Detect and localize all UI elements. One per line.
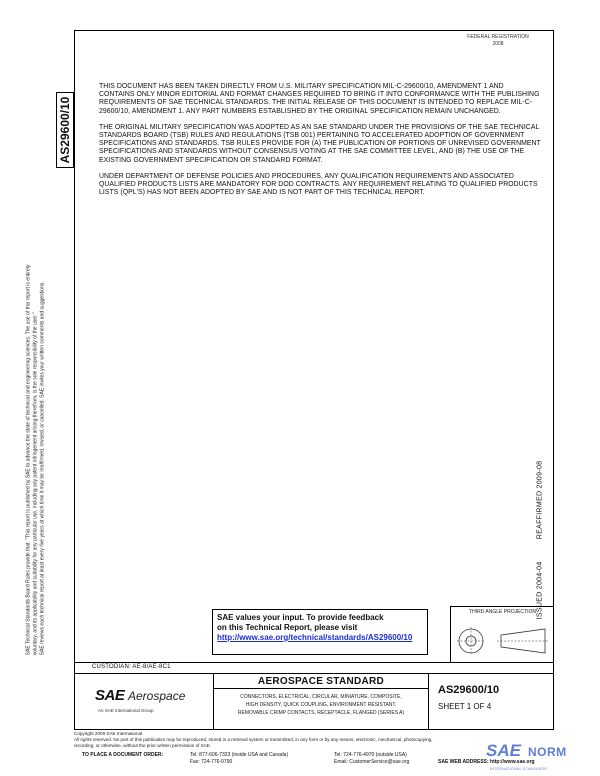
- copyright-line1: Copyright 2009 SAE International: [74, 731, 143, 736]
- aerospace-logo-text: Aerospace: [128, 689, 186, 703]
- body-paragraph-3: UNDER DEPARTMENT OF DEFENSE POLICIES AND PROCEDURES, ANY QUALIFICATION REQUIREMENTS AND ASSOCIATED QUALIFIED PRODUCTS LISTS ARE MANDATORY FOR DOD CONTRACTS. ANY REQUIREMENT RELATING TO QUALIFIED PRODUCTS LISTS (QPL'S) HAS NOT BEEN ADOPTED BY SAE AND IS NOT PART OF THIS TECHNICAL REPORT.: [99, 172, 538, 197]
- side-legal-line2: voluntary, and its applicability and suitability for any particular use, including any patent infringement arising therefrom, is the sole responsibility of the user.": [32, 312, 39, 656]
- standard-desc-line3: REMOVABLE CRIMP CONTACTS, RECEPTACLE, FLANGED (SERIES A): [237, 710, 405, 716]
- order-tel-inside: Tel: 877-606-7323 (inside USA and Canada): [190, 752, 289, 758]
- order-email[interactable]: Email: CustomerService@sae.org: [334, 759, 410, 765]
- watermark-norm: NORM: [528, 745, 567, 759]
- logo-subtitle: An SAE International Group: [98, 708, 154, 713]
- standard-desc-line2: HIGH DENSITY, QUICK COUPLING, ENVIRONMENT RESISTANT,: [245, 702, 397, 708]
- copyright-line2: All rights reserved. No part of this publication may be reproduced, stored in a retrieval system or transmitted, in any form or by any means, electronic, mechanical, photocopying,: [74, 737, 433, 742]
- document-body: [99, 83, 541, 205]
- projection-box: [450, 606, 554, 662]
- third-angle-projection-icon: [457, 623, 549, 659]
- federal-registration-stamp: [450, 34, 546, 48]
- document-number: AS29600/10: [438, 684, 500, 696]
- fedreg-line2: 2008: [492, 41, 504, 47]
- sheet-number: SHEET 1 OF 4: [438, 702, 492, 711]
- projection-label: THIRD ANGLE PROJECTION: [469, 609, 536, 615]
- sae-logo: SAE: [95, 687, 125, 704]
- standard-description: [216, 693, 426, 717]
- issued-reaffirmed-dates: [537, 451, 544, 630]
- custodian-label: CUSTODIAN: AE-8/AE-8C1: [92, 664, 171, 670]
- side-document-number: AS29600/10: [58, 96, 72, 164]
- side-legal-line1: SAE Technical Standards Board Rules provide that: "This report is published by SAE to advance the state of technical and engineering sciences. The use of this report is entirely: [25, 264, 32, 656]
- order-label: TO PLACE A DOCUMENT ORDER:: [82, 752, 164, 758]
- sae-web-address[interactable]: SAE WEB ADDRESS: http://www.sae.org: [438, 759, 535, 765]
- feedback-line2: on this Technical Report, please visit: [217, 623, 358, 632]
- feedback-link[interactable]: http://www.sae.org/technical/standards/AS29600/10: [217, 633, 413, 642]
- issued-date: ISSUED 2004-04: [536, 561, 544, 620]
- side-legal-line3: SAE reviews each technical report at least every five years at which time it may be reaffirmed, revised, or cancelled. SAE invites your written comments and suggestions.: [39, 281, 46, 656]
- standard-desc-line1: CONNECTORS, ELECTRICAL, CIRCULAR, MINIATURE, COMPOSITE,: [240, 694, 402, 700]
- body-paragraph-1: THIS DOCUMENT HAS BEEN TAKEN DIRECTLY FROM U.S. MILITARY SPECIFICATION MIL-C-29600/10, AMENDMENT 1 AND CONTAINS ONLY MINOR EDITORIAL AND FORMAT CHANGES REQUIRED TO BRING IT INTO CONFORMANCE WITH THE PUBLISHING REQUIREMENTS OF SAE TECHNICAL STANDARDS. THE INITIAL RELEASE OF THIS DOCUMENT IS INTENDED TO REPLACE MIL-C-29600/10, AMENDMENT 1. ANY PART NUMBERS ESTABLISHED BY THE ORIGINAL SPECIFICATION REMAIN UNCHANGED.: [99, 83, 540, 115]
- standard-title: AEROSPACE STANDARD: [214, 675, 428, 689]
- reaffirmed-date: REAFFIRMED 2009-08: [536, 460, 544, 540]
- body-paragraph-2: THE ORIGINAL MILITARY SPECIFICATION WAS ADOPTED AS AN SAE STANDARD UNDER THE PROVISIONS OF THE SAE TECHNICAL STANDARDS BOARD (TSB) RULES AND REGULATIONS (TSB 001) PERTAINING TO ACCELERATED ADOPTION OF GOVERNMENT SPECIFICATIONS AND STANDARDS. TSB RULES PROVIDE FOR (A) THE PUBLICATION OF PORTIONS OF UNREVISED GOVERNMENT SPECIFICATIONS AND STANDARDS WITHOUT CONSENSUS VOTING AT THE SAE COMMITTEE LEVEL, AND (B) THE USE OF THE EXISTING GOVERNMENT SPECIFICATION OR STANDARD FORMAT.: [99, 123, 541, 164]
- order-fax: Fax: 724-776-0790: [190, 759, 233, 765]
- fedreg-line1: FEDERAL REGISTRATION: [467, 34, 529, 40]
- feedback-line1: SAE values your input. To provide feedback: [217, 613, 384, 622]
- order-tel-outside: Tel: 724-776-4970 (outside USA): [334, 752, 407, 758]
- watermark-subtitle: INTERNATIONAL STANDARDS: [490, 766, 548, 771]
- copyright-notice: [74, 731, 554, 749]
- feedback-box: [212, 609, 428, 655]
- copyright-line3: recording, or otherwise, without the prior written permission of SAE.: [74, 743, 212, 748]
- side-legal-notice: [26, 265, 47, 656]
- watermark-sae: SAE: [486, 741, 521, 760]
